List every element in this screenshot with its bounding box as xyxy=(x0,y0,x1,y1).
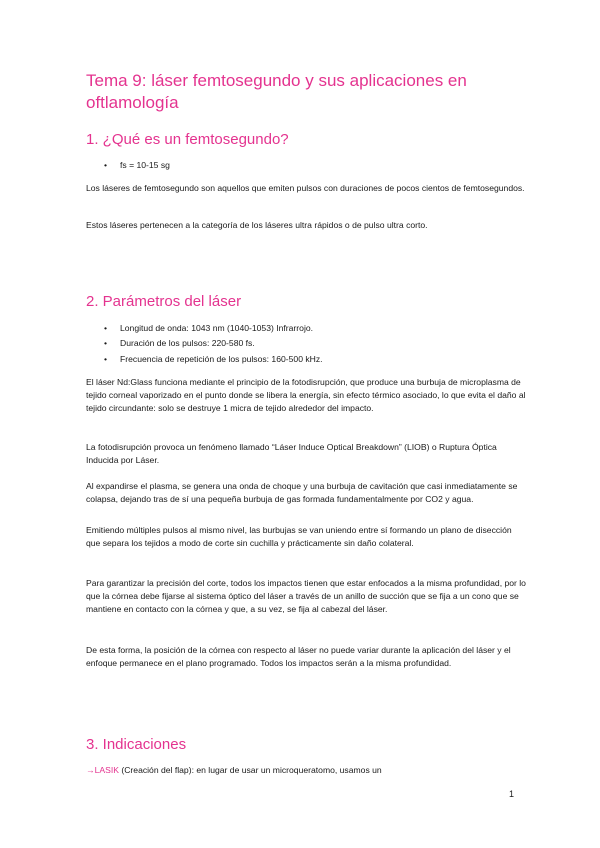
section-3-item-text: (Creación del flap): en lugar de usar un microqueratomo, usamos un xyxy=(118,765,382,775)
section-2-paragraph-5: Para garantizar la precisión del corte, todos los impactos tienen que estar enfocados a la misma profundidad, por lo que la córnea debe fijarse al sistema óptico del láser a través de un anillo de succión que se fija a un cono que se mantiene en contacto con la córnea y que, a su vez, se fija al cabezal del láser. xyxy=(86,578,526,615)
lasik-link[interactable]: LASIK xyxy=(94,765,119,775)
page-number: 1 xyxy=(508,789,514,799)
section-2-paragraph-4: Emitiendo múltiples pulsos al mismo nivel, las burbujas se van uniendo entre sí formando un plano de disección que separa los tejidos a modo de corte sin cuchilla y prácticamente sin daño colateral. xyxy=(86,525,512,549)
section-1-heading: 1. ¿Qué es un femtosegundo? xyxy=(86,131,289,148)
section-1-paragraph-1: Los láseres de femtosegundo son aquellos que emiten pulsos con duraciones de pocos cientos de femtosegundos. xyxy=(86,183,525,193)
section-2-heading: 2. Parámetros del láser xyxy=(86,293,242,310)
section-2-paragraph-3: Al expandirse el plasma, se genera una onda de choque y una burbuja de cavitación que casi inmediatamente se colapsa, dejando tras de sí una pequeña burbuja de gas formada fundamentalmente por CO2 y agua. xyxy=(86,481,518,505)
list-item: • fs = 10-15 sg xyxy=(104,158,170,173)
section-3-heading: 3. Indicaciones xyxy=(86,736,187,753)
section-3-item xyxy=(86,764,526,777)
section-2-paragraph-2: La fotodisrupción provoca un fenómeno llamado “Láser Induce Optical Breakdown” (LIOB) o Ruptura Óptica Inducida por Láser. xyxy=(86,442,497,466)
section-2-paragraph-1: El láser Nd:Glass funciona mediante el principio de la fotodisrupción, que produce una burbuja de microplasma de tejido corneal vaporizado en el punto donde se libera la energía, sin efecto térmico asociado, lo que evita el daño al tejido circundante: solo se destruye 1 micra de tejido alrededor del impacto. xyxy=(86,377,526,414)
arrow-icon: → xyxy=(86,765,95,775)
list-item: • Frecuencia de repetición de los pulsos: 160-500 kHz. xyxy=(104,352,323,367)
section-1-bullets xyxy=(104,158,170,173)
document-title: Tema 9: láser femtosegundo y sus aplicaciones en oftlamología xyxy=(86,71,467,112)
section-2-bullets xyxy=(104,321,323,367)
list-item: • Duración de los pulsos: 220-580 fs. xyxy=(104,336,323,351)
list-item: • Longitud de onda: 1043 nm (1040-1053) Infrarrojo. xyxy=(104,321,323,336)
section-2-paragraph-6: De esta forma, la posición de la córnea con respecto al láser no puede variar durante la aplicación del láser y el enfoque permanece en el plano programado. Todos los impactos serán a la misma profundidad. xyxy=(86,645,511,669)
section-1-paragraph-2: Estos láseres pertenecen a la categoría de los láseres ultra rápidos o de pulso ultra corto. xyxy=(86,220,428,230)
